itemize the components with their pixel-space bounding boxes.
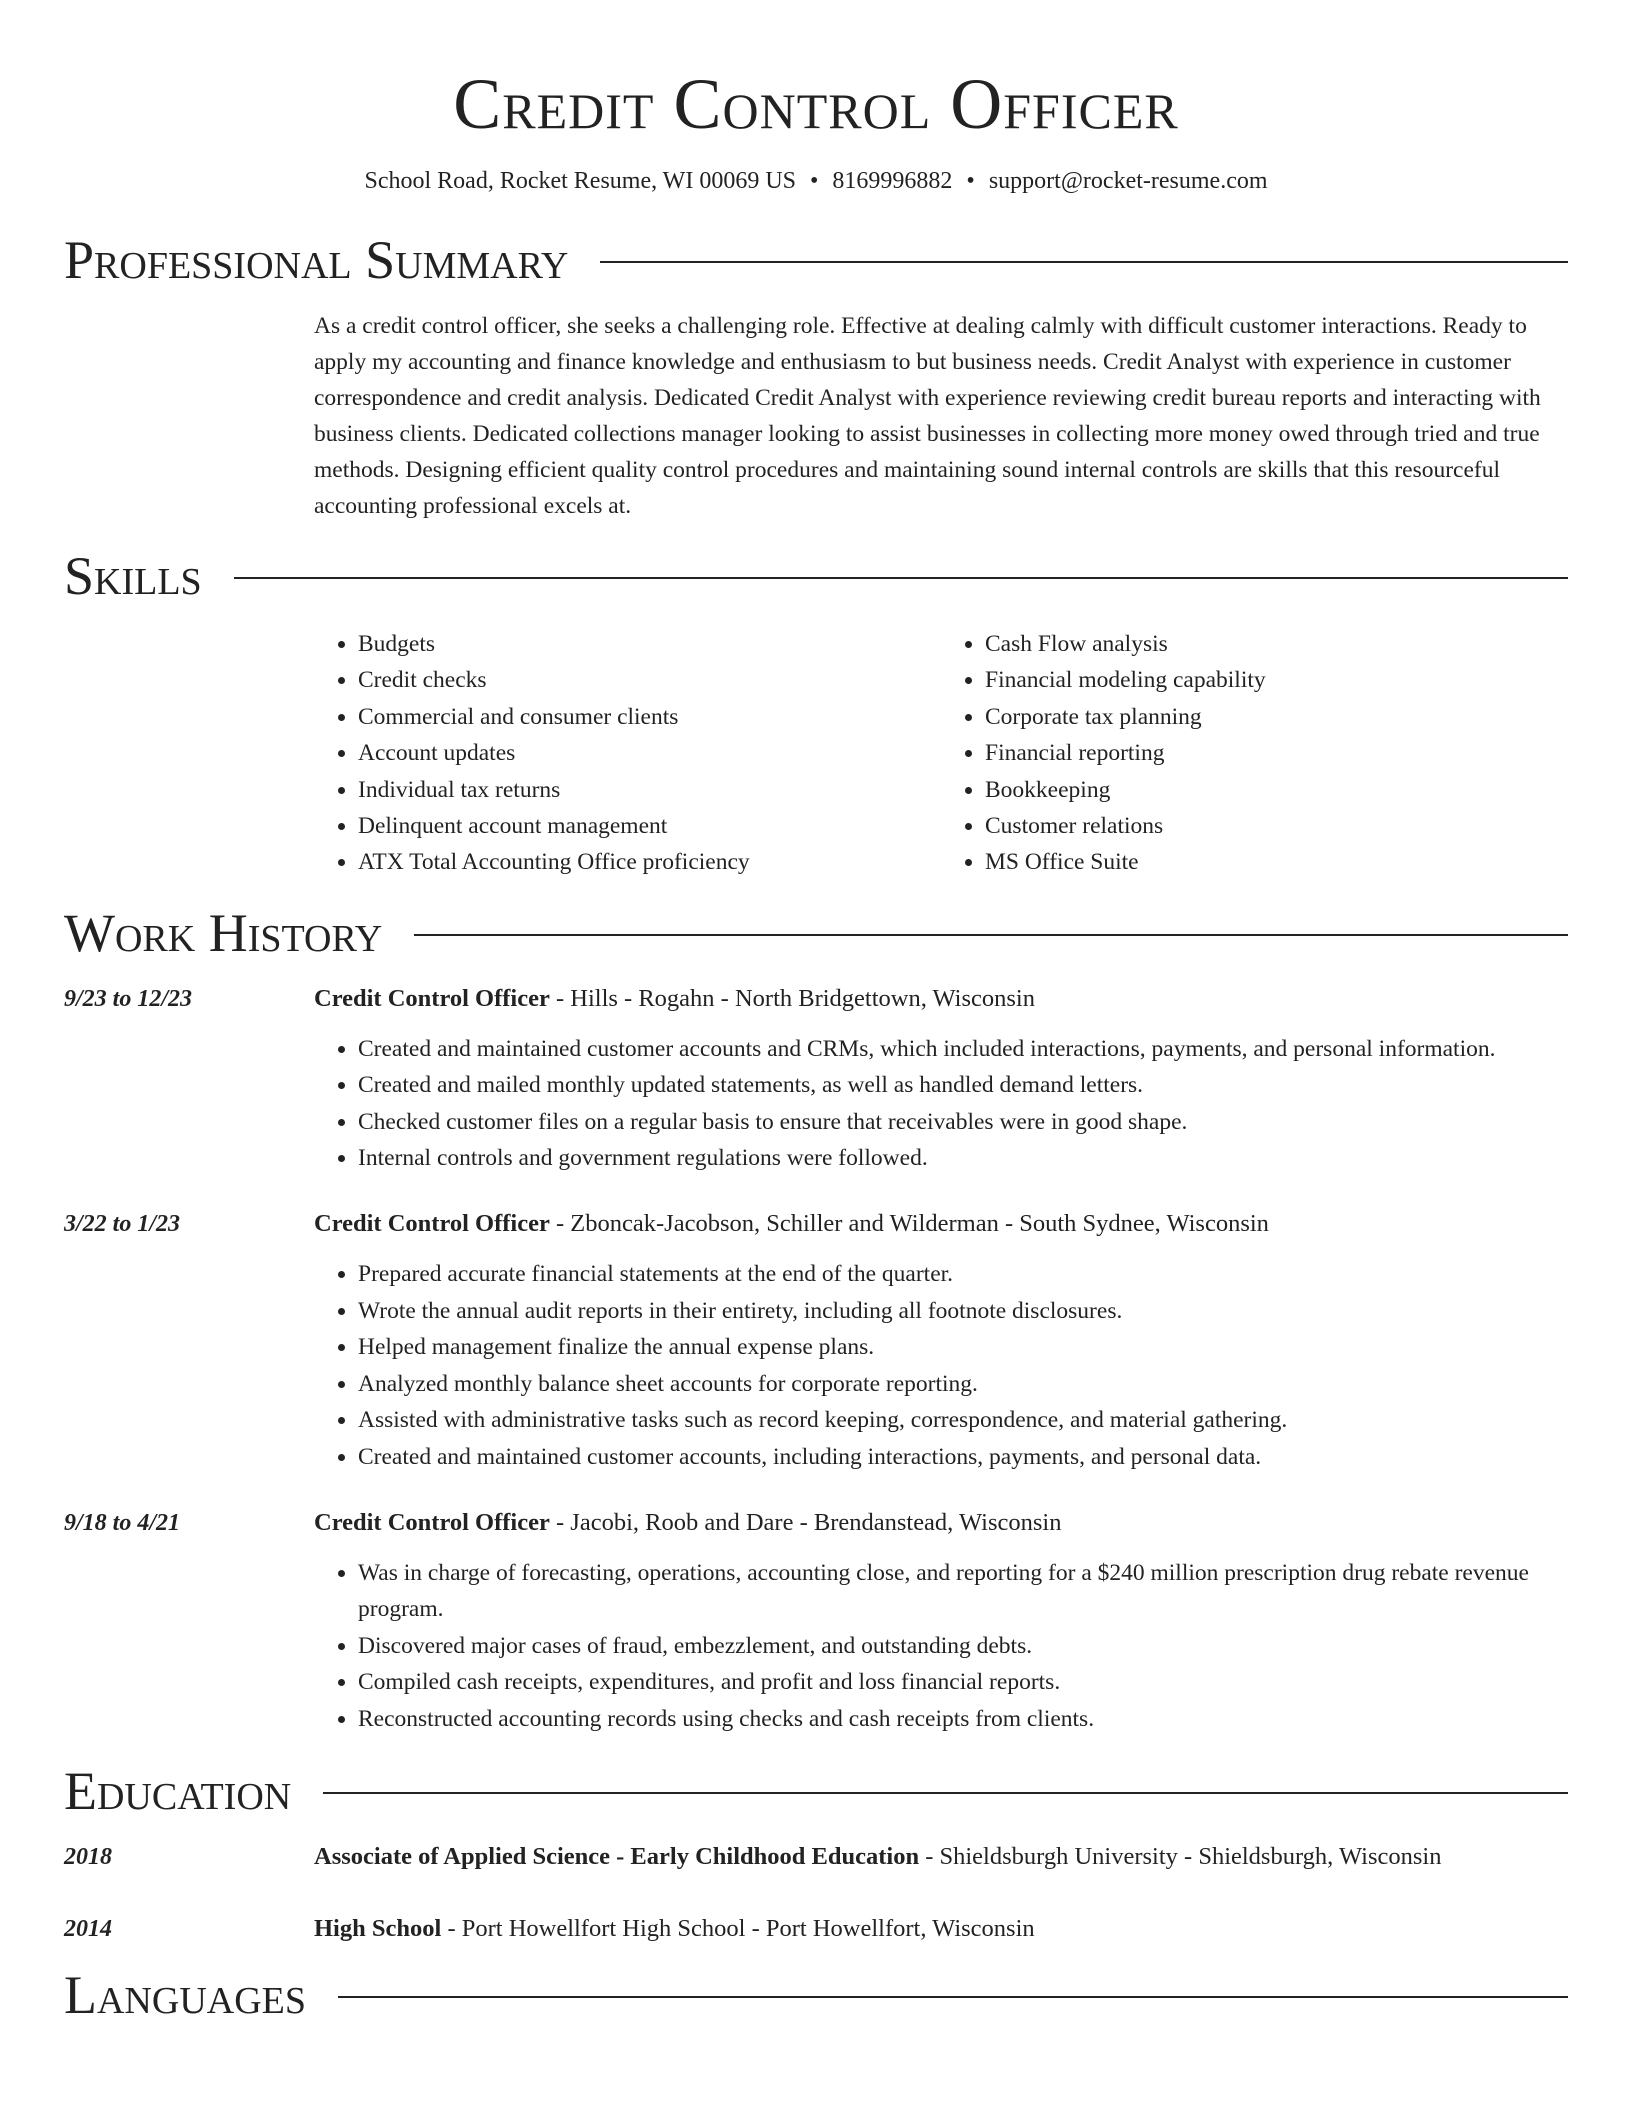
languages-section-title: Languages [64,1964,306,2025]
work-entry-header [64,981,1568,1017]
degree: High School [314,1914,442,1942]
skills-list [314,626,1568,881]
work-bullet: • Analyzed monthly balance sheet accounts for corporate reporting. [358,1366,1568,1402]
section-rule [414,934,1568,936]
job-title: Credit Control Officer [314,1210,550,1238]
address: School Road, Rocket Resume, WI 00069 US [364,168,797,194]
education-date: 2018 [64,1843,112,1870]
education-section-title: Education [64,1760,292,1821]
education-heading [314,1839,1568,1875]
contact-separator: • [966,168,975,194]
skill-item: • Financial reporting [985,735,1568,771]
email: support@rocket-resume.com [988,168,1268,194]
work-entry-header [64,1206,1568,1242]
work-bullets [314,1555,1568,1737]
languages-section-header [64,1963,1568,2027]
education-entry [64,1911,1568,1947]
work-date: 3/22 to 1/23 [64,1211,181,1238]
skill-item: • Credit checks [358,662,941,698]
work-bullet: • Prepared accurate financial statements at the end of the quarter. [358,1256,1568,1292]
degree: Associate of Applied Science - Early Childhood Education [314,1842,920,1870]
work-bullet: • Created and maintained customer accounts and CRMs, which included interactions, payments, and personal information. [358,1031,1568,1067]
work-bullet: • Wrote the annual audit reports in their entirety, including all footnote disclosures. [358,1293,1568,1329]
education-entry [64,1839,1568,1875]
work-bullet: • Created and mailed monthly updated statements, as well as handled demand letters. [358,1067,1568,1103]
work-bullet: • Compiled cash receipts, expenditures, and profit and loss financial reports. [358,1664,1568,1700]
skill-item: • Delinquent account management [358,808,941,844]
skill-item: • ATX Total Accounting Office proficiency [358,844,941,880]
work-section-title: Work History [64,902,383,963]
skill-item: • Financial modeling capability [985,662,1568,698]
employer-details: - Hills - Rogahn - North Bridgettown, Wisconsin [549,984,1035,1012]
work-bullet: • Was in charge of forecasting, operations, accounting close, and reporting for a $240 million prescription drug rebate revenue program. [358,1555,1568,1628]
work-entry [64,981,1568,1177]
resume-name: Credit Control Officer [453,64,1179,144]
work-entry [64,1505,1568,1737]
employer-details: - Zboncak-Jacobson, Schiller and Wilderman - South Sydnee, Wisconsin [549,1210,1269,1238]
skill-item: • Account updates [358,735,941,771]
job-title: Credit Control Officer [314,984,550,1012]
skills-section-title: Skills [64,546,202,606]
skill-item: • Bookkeeping [985,772,1568,808]
school-details: - Shieldsburgh University - Shieldsburgh, Wisconsin [919,1842,1442,1870]
skill-item: • Individual tax returns [358,772,941,808]
summary-text: As a credit control officer, she seeks a challenging role. Effective at dealing calmly with difficult customer interactions. Ready to apply my accounting and finance knowledge and enthusiasm to but business needs. Credit Analyst with experience in customer correspondence and credit analysis. Dedicated Credit Analyst with experience reviewing credit bureau reports and interacting with business clients. Dedicated collections manager looking to assist businesses in collecting more money owed through tried and true methods. Designing efficient quality control procedures and maintaining sound internal controls are skills that this resourceful accounting professional excels at. [314,313,1541,519]
work-bullet: • Internal controls and government regulations were followed. [358,1140,1568,1176]
summary-section-title: Professional Summary [64,230,569,290]
skills-section-header [64,544,1568,608]
skills-column-right [941,626,1568,881]
school-details: - Port Howellfort High School - Port Howellfort, Wisconsin [441,1914,1035,1942]
section-rule [600,261,1568,263]
work-heading [314,1505,1568,1541]
phone: 8169996882 [832,168,953,194]
section-rule [234,577,1568,579]
skill-item: • MS Office Suite [985,844,1568,880]
work-bullet: • Reconstructed accounting records using checks and cash receipts from clients. [358,1701,1568,1737]
contact-separator: • [810,168,819,194]
work-bullet: • Assisted with administrative tasks such as record keeping, correspondence, and material gathering. [358,1402,1568,1438]
employer-details: - Jacobi, Roob and Dare - Brendanstead, Wisconsin [549,1508,1062,1536]
section-rule [338,1996,1568,1998]
work-bullet: • Checked customer files on a regular basis to ensure that receivables were in good shape. [358,1104,1568,1140]
work-bullet: • Discovered major cases of fraud, embezzlement, and outstanding debts. [358,1628,1568,1664]
skill-item: • Corporate tax planning [985,699,1568,735]
work-section-header [64,901,1568,965]
education-date: 2014 [64,1915,112,1942]
work-bullets [314,1031,1568,1177]
skill-item: • Customer relations [985,808,1568,844]
work-date: 9/18 to 4/21 [64,1509,181,1536]
work-entry-header [64,1505,1568,1541]
work-heading [314,981,1568,1017]
education-section-header [64,1759,1568,1823]
work-bullet: • Created and maintained customer accounts, including interactions, payments, and personal data. [358,1439,1568,1475]
work-bullet: • Helped management finalize the annual expense plans. [358,1329,1568,1365]
contact-line [64,166,1568,196]
work-bullets [314,1256,1568,1474]
section-rule [323,1792,1568,1794]
work-date: 9/23 to 12/23 [64,985,193,1012]
skill-item: • Budgets [358,626,941,662]
work-heading [314,1206,1568,1242]
education-heading [314,1911,1568,1947]
skills-column-left [314,626,941,881]
job-title: Credit Control Officer [314,1508,550,1536]
skill-item: • Commercial and consumer clients [358,699,941,735]
work-entry [64,1206,1568,1474]
summary-section-header [64,228,1568,292]
skill-item: • Cash Flow analysis [985,626,1568,662]
